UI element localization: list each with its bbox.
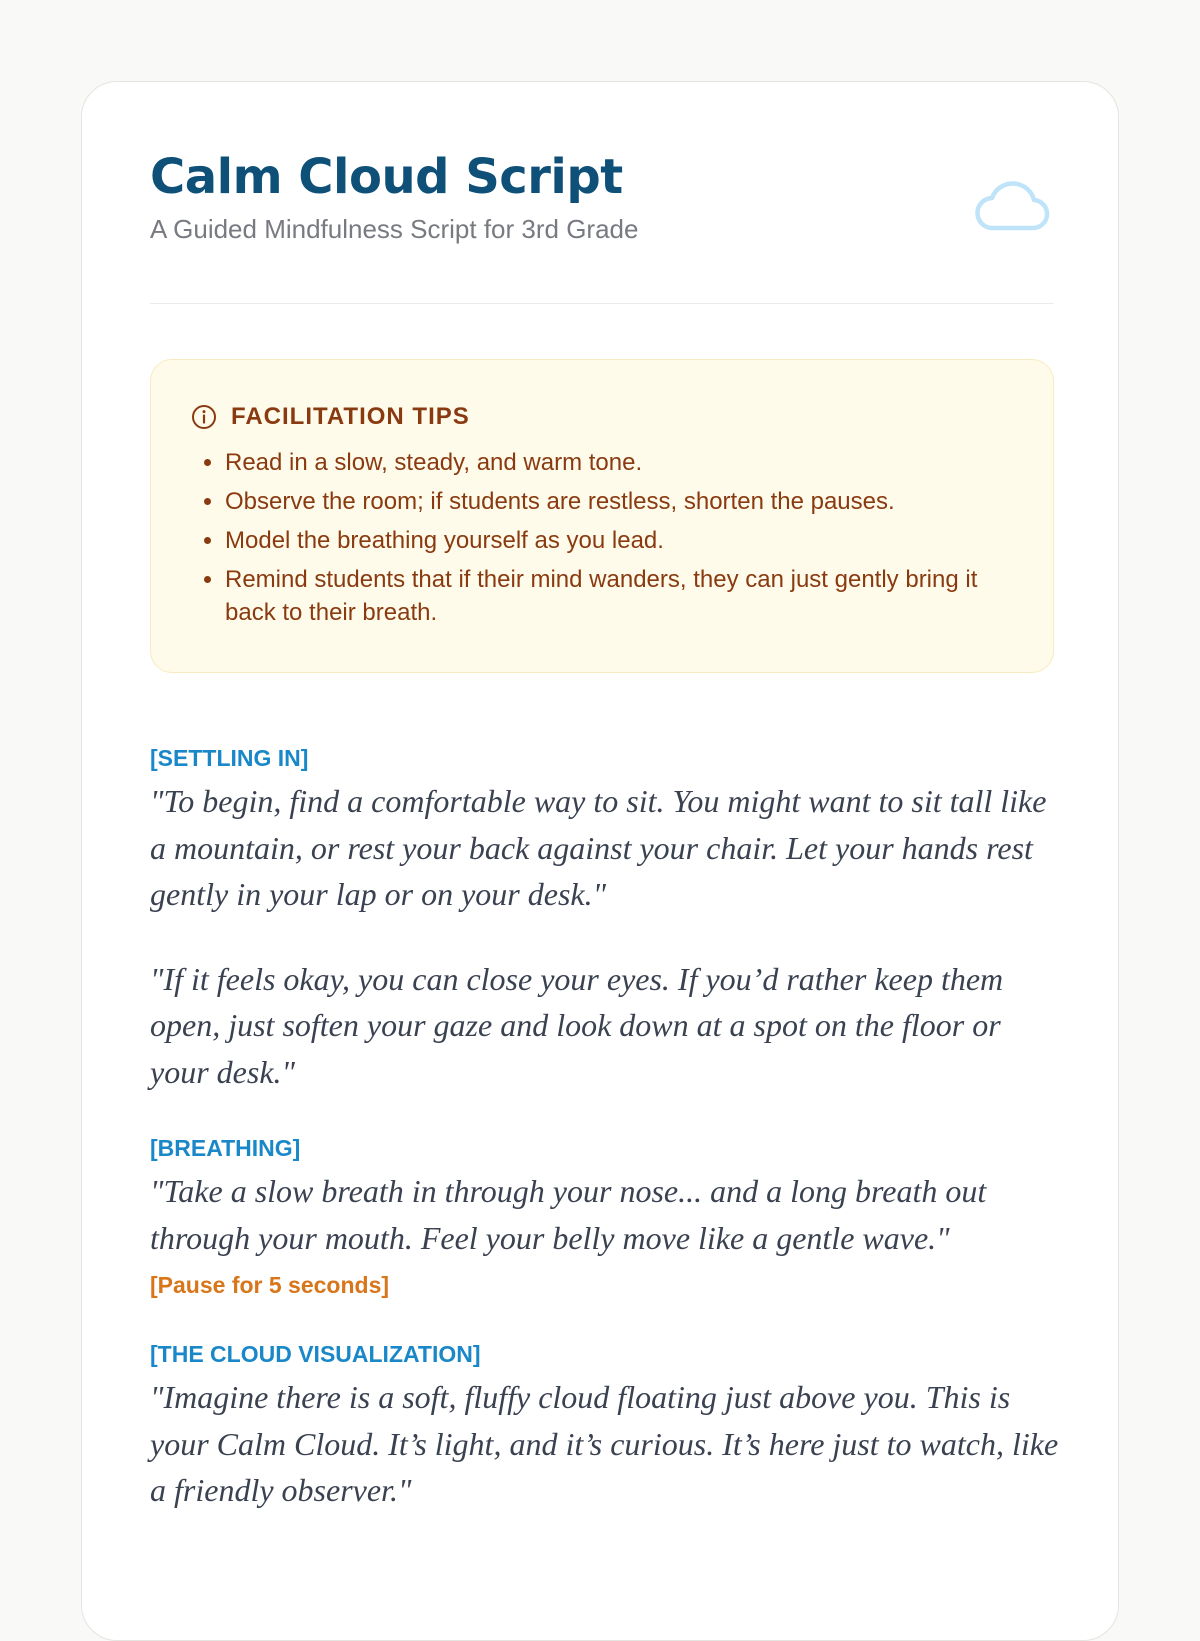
section-label: [THE CLOUD VISUALIZATION] bbox=[150, 1341, 481, 1367]
tips-list bbox=[191, 446, 1013, 629]
tip-item: • Remind students that if their mind wanders, they can just gently bring it back to their breath. bbox=[225, 563, 1013, 629]
script-quote: "To begin, find a comfortable way to sit. You might want to sit tall like a mountain, or rest your back against your chair. Let your hands rest gently in your lap or on your desk." bbox=[150, 783, 1047, 912]
page-title: Calm Cloud Script bbox=[150, 149, 623, 205]
script-card bbox=[81, 81, 1119, 1641]
section-breathing bbox=[150, 1132, 1062, 1301]
info-icon bbox=[191, 404, 217, 430]
script-quote: "If it feels okay, you can close your eyes. If you’d rather keep them open, just soften your gaze and look down at a spot on the floor or your desk." bbox=[150, 960, 1004, 1090]
tip-item: • Read in a slow, steady, and warm tone. bbox=[225, 446, 1013, 479]
tips-heading bbox=[191, 402, 1013, 432]
script-quote: "Imagine there is a soft, fluffy cloud floating just above you. This is your Calm Cloud. It’s light, and it’s curious. It’s here just to watch, like a friendly observer." bbox=[150, 1379, 1059, 1508]
tip-item: • Observe the room; if students are restless, shorten the pauses. bbox=[225, 485, 1013, 518]
section-label: [BREATHING] bbox=[150, 1135, 301, 1161]
pause-cue: [Pause for 5 seconds] bbox=[150, 1272, 390, 1298]
tips-title: FACILITATION TIPS bbox=[231, 403, 470, 430]
cloud-icon bbox=[974, 180, 1050, 232]
script-content bbox=[150, 742, 1062, 1514]
tip-item: • Model the breathing yourself as you lead. bbox=[225, 524, 1013, 557]
facilitation-tips-box bbox=[150, 359, 1054, 673]
section-cloud-visualization bbox=[150, 1338, 1062, 1514]
header-divider bbox=[150, 303, 1054, 304]
header bbox=[150, 148, 1054, 246]
page-subtitle: A Guided Mindfulness Script for 3rd Grade bbox=[150, 214, 639, 244]
section-label: [SETTLING IN] bbox=[150, 745, 309, 771]
section-settling-in bbox=[150, 742, 1062, 1095]
script-quote: "Take a slow breath in through your nose... and a long breath out through your mouth. Feel your belly move like a gentle wave." bbox=[150, 1173, 987, 1256]
